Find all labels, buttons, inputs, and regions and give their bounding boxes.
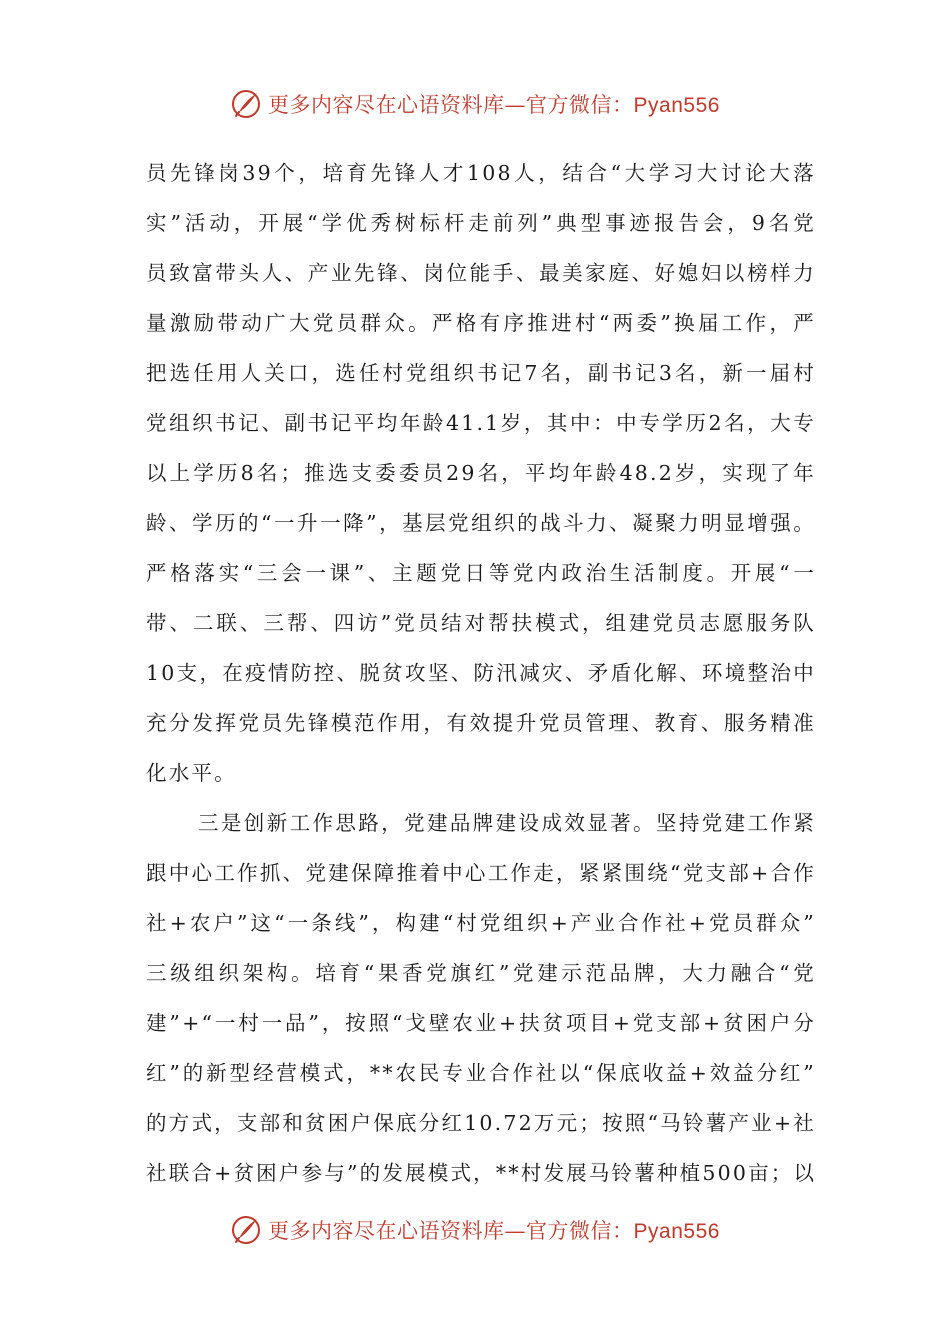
text-line: 的方式，支部和贫困户保底分红10.72万元；按照“马铃薯产业+社 bbox=[146, 1111, 816, 1135]
banner-account: Pyan556 bbox=[633, 94, 720, 117]
text-line: 充分发挥党员先锋模范作用，有效提升党员管理、教育、服务精准 bbox=[146, 711, 816, 735]
text-line: 严格落实“三会一课”、主题党日等党内政治生活制度。开展“一 bbox=[146, 561, 816, 585]
text-line: 建”+“一村一品”，按照“戈壁农业+扶贫项目+党支部+贫困户分 bbox=[146, 1011, 816, 1035]
text-line: 以上学历8名；推选支委委员29名，平均年龄48.2岁，实现了年 bbox=[146, 461, 816, 485]
text-line: 员致富带头人、产业先锋、岗位能手、最美家庭、好媳妇以榜样力 bbox=[146, 261, 816, 285]
text-line: 社联合+贫困户参与”的发展模式，**村发展马铃薯种植500亩；以 bbox=[146, 1161, 817, 1185]
text-line: 社+农户”这“一条线”，构建“村党组织+产业合作社+党员群众” bbox=[146, 911, 816, 935]
text-line: 党组织书记、副书记平均年龄41.1岁，其中：中专学历2名，大专 bbox=[146, 411, 816, 435]
quill-pen-logo-icon bbox=[230, 88, 262, 120]
text-line: 员先锋岗39个，培育先锋人才108人，结合“大学习大讨论大落 bbox=[146, 161, 816, 185]
paragraph-first-line: 三是创新工作思路，党建品牌建设成效显著。坚持党建工作紧 bbox=[198, 811, 816, 835]
quill-pen-logo-icon bbox=[230, 1214, 262, 1246]
text-line: 量激励带动广大党员群众。严格有序推进村“两委”换届工作，严 bbox=[146, 311, 816, 335]
banner-account: Pyan556 bbox=[633, 1220, 720, 1243]
text-line: 红”的新型经营模式，**农民专业合作社以“保底收益+效益分红” bbox=[146, 1061, 816, 1085]
header-banner bbox=[0, 84, 950, 124]
text-line: 化水平。 bbox=[146, 761, 237, 785]
text-line: 跟中心工作抓、党建保障推着中心工作走，紧紧围绕“党支部+合作 bbox=[146, 861, 816, 885]
text-line: 把选任用人关口，选任村党组织书记7名，副书记3名，新一届村 bbox=[146, 361, 816, 385]
banner-text: 更多内容尽在心语资料库—官方微信：Pyan556 bbox=[268, 93, 720, 117]
text-line: 10支，在疫情防控、脱贫攻坚、防汛减灾、矛盾化解、环境整治中 bbox=[146, 661, 816, 685]
text-line: 三级组织架构。培育“果香党旗红”党建示范品牌，大力融合“党 bbox=[146, 961, 816, 985]
banner-text: 更多内容尽在心语资料库—官方微信：Pyan556 bbox=[268, 1219, 720, 1243]
document-body bbox=[146, 148, 816, 1198]
text-line: 带、二联、三帮、四访”党员结对帮扶模式，组建党员志愿服务队 bbox=[146, 611, 816, 635]
text-line: 龄、学历的“一升一降”，基层党组织的战斗力、凝聚力明显增强。 bbox=[146, 511, 816, 535]
text-line: 实”活动，开展“学优秀树标杆走前列”典型事迹报告会，9名党 bbox=[146, 211, 816, 235]
footer-banner bbox=[0, 1210, 950, 1250]
